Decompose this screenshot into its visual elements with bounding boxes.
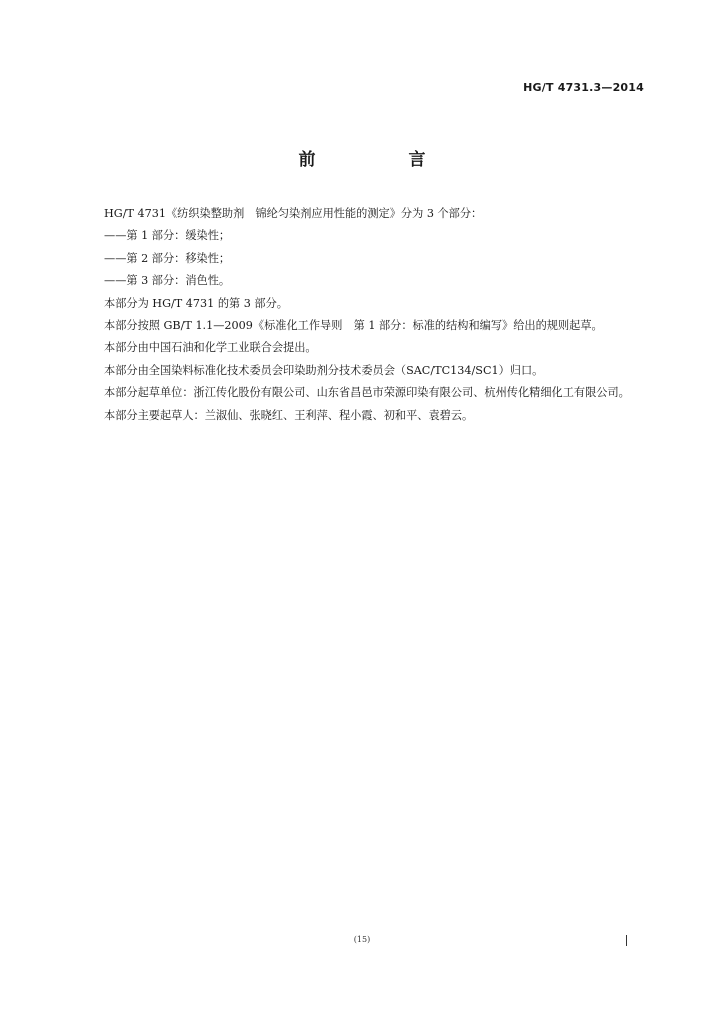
- paragraph-proposer: 本部分由中国石油和化学工业联合会提出。: [104, 341, 317, 355]
- list-item-part-2: ——第 2 部分：移染性；: [104, 251, 231, 265]
- paragraph-committee: 本部分由全国染料标准化技术委员会印染助剂分技术委员会（SAC/TC134/SC1）归口。: [104, 363, 544, 377]
- paragraph-drafters: 本部分主要起草人：兰淑仙、张晓红、王利萍、程小霞、初和平、袁碧云。: [104, 408, 474, 422]
- paragraph-drafting-units: 本部分起草单位：浙江传化股份有限公司、山东省昌邑市荣源印染有限公司、杭州传化精细化工有限公司。: [104, 386, 630, 400]
- foreword-body: [82, 203, 643, 427]
- page-title: 前 言: [298, 150, 464, 170]
- list-item-part-3: ——第 3 部分：消色性。: [104, 274, 231, 288]
- paragraph-drafting-rules: 本部分按照 GB/T 1.1—2009《标准化工作导则 第 1 部分：标准的结构和编写》给出的规则起草。: [104, 319, 603, 333]
- paragraph-part-statement: 本部分为 HG/T 4731 的第 3 部分。: [104, 296, 288, 310]
- standard-code: HG/T 4731.3—2014: [523, 81, 644, 94]
- list-item-part-1: ——第 1 部分：缓染性；: [104, 229, 231, 243]
- page-number: (15): [353, 935, 371, 944]
- paragraph-intro: HG/T 4731《纺织染整助剂 锦纶匀染剂应用性能的测定》分为 3 个部分：: [104, 207, 483, 220]
- margin-mark: [626, 935, 627, 946]
